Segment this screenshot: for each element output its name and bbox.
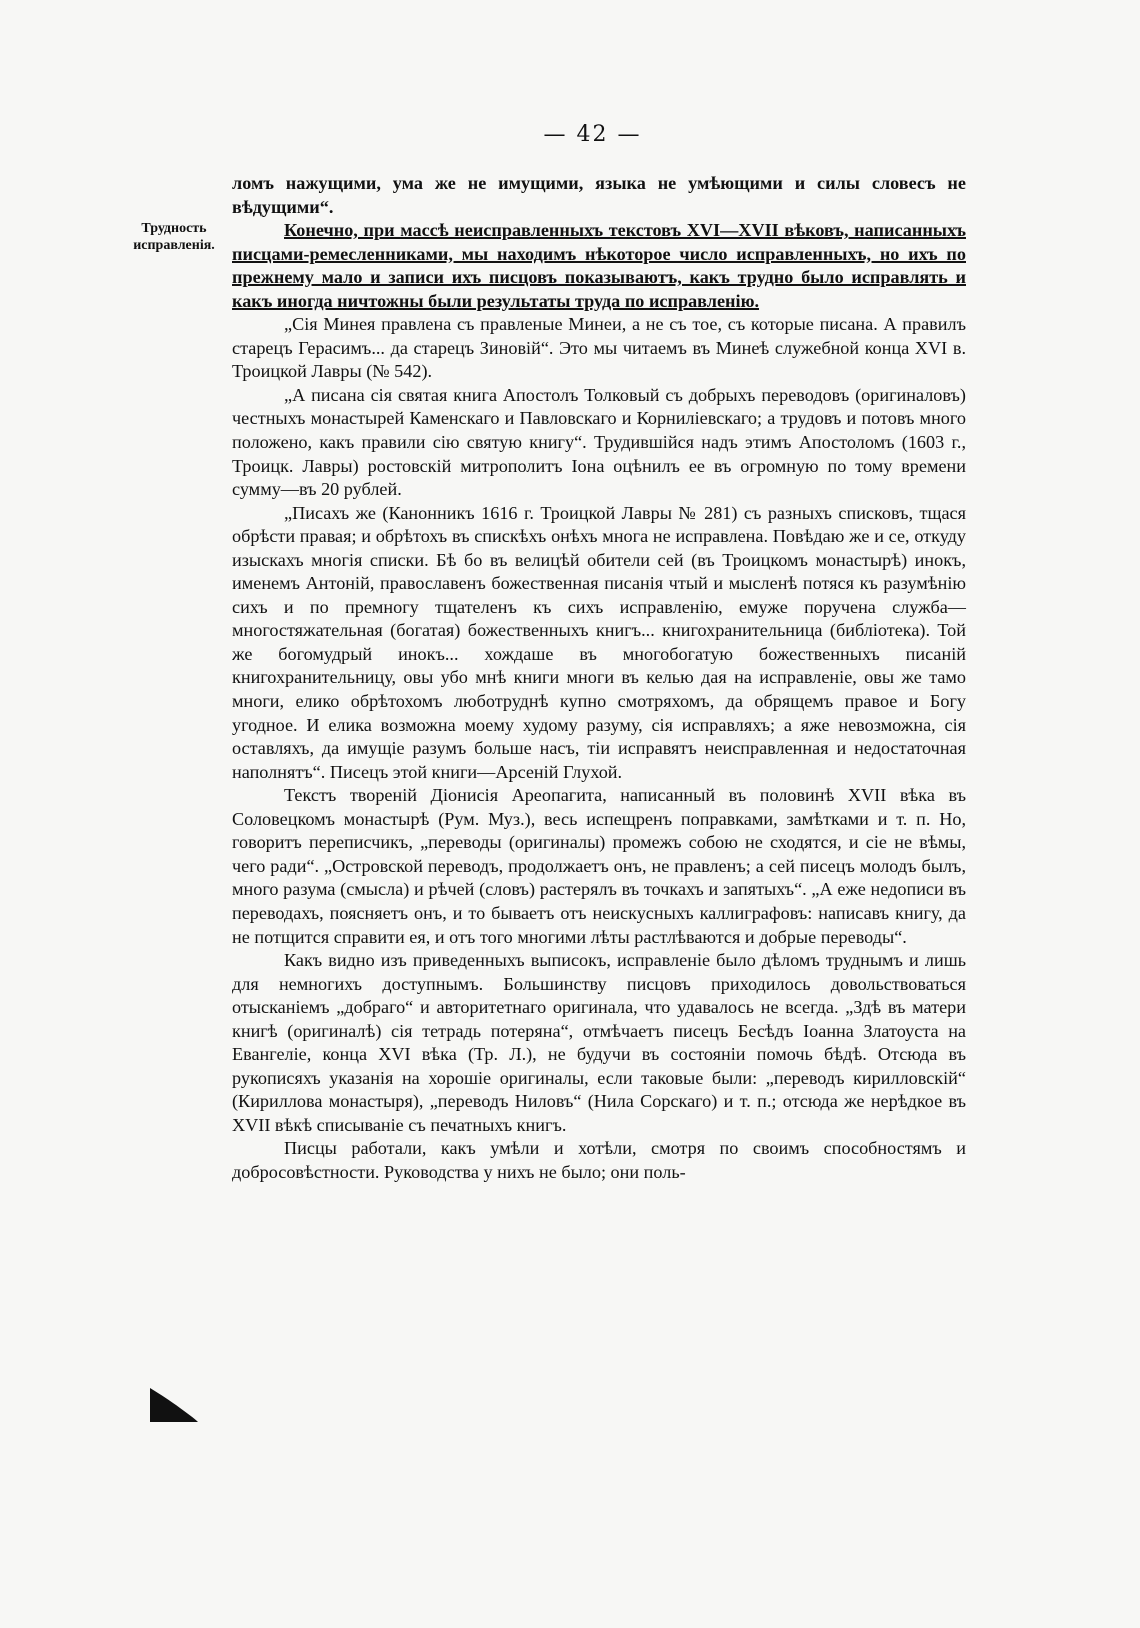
margin-note: Трудность исправленія. [133,221,215,253]
paragraph-minea-quote: „Сія Минея правлена съ правленые Минеи, а не съ тое, съ которые писана. А правилъ старецъ Герасимъ... да старецъ Зиновій“. Это мы читаемъ въ Минеѣ служебной конца XVI в. Троицкой Лавры (№ 542). [232,314,966,382]
paragraph-scribes: Писцы работали, какъ умѣли и хотѣли, смотря по своимъ способностямъ и добросовѣстности. Руководства у нихъ не было; они поль- [232,1138,966,1182]
paragraph-correction-difficulty: Конечно, при массѣ неисправленныхъ текстовъ XVI—XVII вѣковъ, написанныхъ писцами-ремесленниками, мы находимъ нѣкоторое число исправленныхъ, но ихъ по прежнему мало и записи ихъ писцовъ показываютъ, какъ трудно было исправлять и какъ иногда ничтожны были результаты труда по исправленію. [232,220,966,311]
ink-blot-icon [150,1388,198,1422]
page-number: — 42 — [543,122,642,147]
paragraph-apostol-quote: „А писана сія святая книга Апостолъ Толковый съ добрыхъ переводовъ (оригиналовъ) честныхъ монастырей Каменскаго и Павловскаго и Корниліевскаго; а трудовъ и потовъ много положено, какъ правили сію святую книгу“. Трудившійся надъ этимъ Апостоломъ (1603 г., Троицк. Лавры) ростовскій митрополитъ Іона оцѣнилъ ее въ огромную по тому времени сумму—въ 20 рублей. [232,384,966,500]
paragraph-dionysius-text: Текстъ твореній Діонисія Ареопагита, написанный въ половинѣ XVII вѣка въ Соловецкомъ монастырѣ (Рум. Муз.), весь испещренъ поправками, замѣтками и т. п. Но, говоритъ переписчикъ, „переводы (оригиналы) промежъ собою не сходятся, и сіе не вѣмы, чего ради“. „Островской переводъ, продолжаетъ онъ, не правленъ; а сей писецъ молодъ былъ, много разума (смысла) и рѣчей (словъ) растерялъ въ точкахъ и запятыхъ“. „А еже недописи въ переводахъ, поясняетъ онъ, и то бываетъ отъ неискусныхъ каллиграфовъ: написавъ книгу, да не потщится справити ея, и отъ того многими лѣты растлѣваются и добрые переводы“. [232,785,966,947]
main-text [232,172,966,1185]
paragraph-conclusion: Какъ видно изъ приведенныхъ выписокъ, исправленіе было дѣломъ труднымъ и лишь для немногихъ доступнымъ. Большинству писцовъ приходилось довольствоваться отысканіемъ „добраго“ и авторитетнаго оригинала, что удавалось не всегда. „Здѣ въ матери книгѣ (оригиналѣ) сія тетрадь потеряна“, отмѣчаетъ писецъ Бесѣдъ Іоанна Златоуста на Евангеліе, конца XVI вѣка (Тр. Л.), не будучи въ состояніи помочь бѣдѣ. Отсюда въ рукописяхъ указанія на хорошіе оригиналы, если таковые были: „переводъ кирилловскій“ (Кириллова монастыря), „переводъ Ниловъ“ (Нила Сорскаго) и т. п.; отсюда же нерѣдкое въ XVII вѣкѣ списываніе съ печатныхъ книгъ. [232,950,966,1135]
paragraph-kanonnik-quote: „Писахъ же (Канонникъ 1616 г. Троицкой Лавры № 281) съ разныхъ списковъ, тщася обрѣсти правая; и обрѣтохъ въ спискѣхъ онѣхъ многа не исправлена. Повѣдаю же и се, откуду изыскахъ многія списки. Бѣ бо въ велицѣй обители сей (въ Троицкомъ монастырѣ) инокъ, именемъ Антоній, православенъ божественная писанія чтый и мысленѣ потяся къ разумѣнію сихъ и по премногу тщателенъ къ сихъ исправленію, емуже поручена служба—многостяжательная (богатая) божественныхъ книгъ... книгохранительница (библіотека). Той же богомудрый инокъ... хождаше въ многобогатую божественныхъ писаній книгохранительницу, овы убо мнѣ книги многи въ келью дая на исправленіе, овы же тамо многи, елико обрѣтохомъ люботруднѣ купно смотряхомъ, да обрящемъ правое и Богу угодное. И елика возможна моему худому разуму, сія исправляхъ; а яже невозможна, сія оставляхъ, да имущіе разумъ больше насъ, тіи исправятъ неисправленная и недостаточная наполнятъ“. Писецъ этой книги—Арсеній Глухой. [232,502,966,782]
paragraph-continuation: ломъ нажущими, ума же не имущими, языка не умѣющими и силы словесъ не вѣдущими“. [232,173,966,217]
